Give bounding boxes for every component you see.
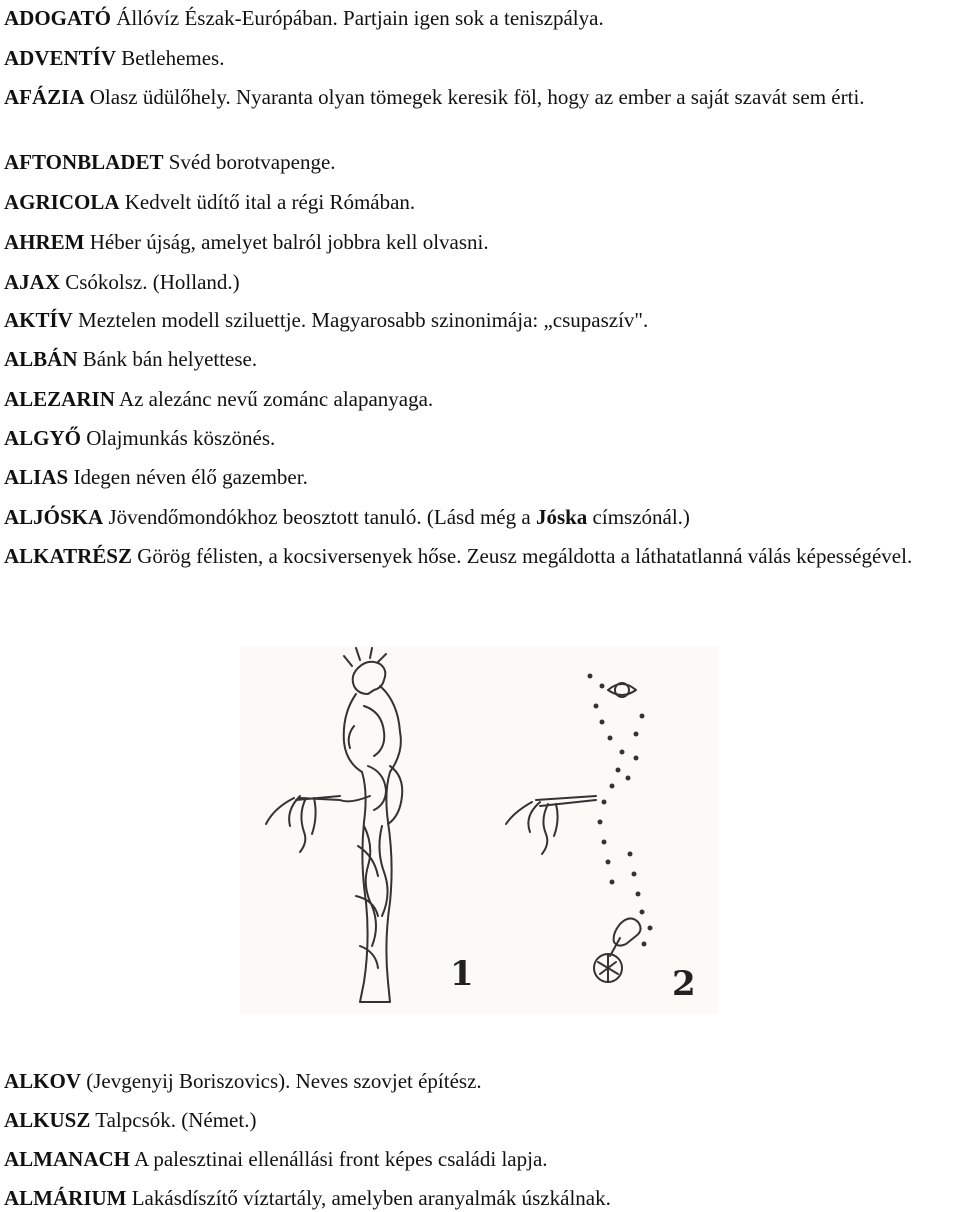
entry-ahrem <box>4 228 956 256</box>
entry-headword: AKTÍV <box>4 308 73 332</box>
entry-definition: Talpcsók. (Német.) <box>90 1108 257 1132</box>
entry-alban <box>4 345 956 373</box>
entry-headword: ALKOV <box>4 1069 82 1093</box>
figure-label-1: 1 <box>450 954 474 994</box>
entry-headword: AGRICOLA <box>4 190 120 214</box>
entry-alkusz <box>4 1106 956 1134</box>
entry-headword: ALGYŐ <box>4 426 82 450</box>
entry-alias <box>4 463 956 491</box>
entry-headword: AJAX <box>4 270 60 294</box>
entry-definition: Meztelen modell sziluettje. Magyarosabb szinonimája: „csupaszív". <box>72 308 649 332</box>
entry-definition: Az alezánc nevű zománc alapanyaga. <box>114 387 434 411</box>
entry-aftonbladet <box>4 148 956 176</box>
entry-agricola <box>4 188 956 216</box>
entry-definition: Olasz üdülőhely. Nyaranta olyan tömegek keresik föl, hogy az ember a saját szavát sem érti. <box>84 85 865 109</box>
entry-definition: Állóvíz Észak-Európában. Partjain igen sok a teniszpálya. <box>110 6 604 30</box>
entry-definition: Betlehemes. <box>116 46 225 70</box>
entry-almanach <box>4 1145 956 1173</box>
entry-algyo <box>4 424 956 452</box>
entry-headword: ADVENTÍV <box>4 46 117 70</box>
entry-headword: ALIAS <box>4 465 69 489</box>
definition-text-after: címszónál.) <box>587 505 690 529</box>
entry-afazia <box>4 83 956 111</box>
entry-headword: AFÁZIA <box>4 85 85 109</box>
cross-reference: Jóska <box>535 505 588 529</box>
entry-definition: Olajmunkás köszönés. <box>81 426 276 450</box>
entry-definition: Görög félisten, a kocsiversenyek hőse. Zeusz megáldotta a láthatatlanná válás képességével. <box>131 544 913 568</box>
entry-almarium <box>4 1184 956 1212</box>
entry-headword: ALBÁN <box>4 347 78 371</box>
entry-alkatresz <box>4 542 956 570</box>
entry-headword: AHREM <box>4 230 85 254</box>
entry-alezarin <box>4 385 956 413</box>
entry-headword: ALJÓSKA <box>4 505 104 529</box>
entry-headword: ALMÁRIUM <box>4 1186 127 1210</box>
definition-text: Jövendőmondókhoz beosztott tanuló. (Lásd még a <box>103 505 536 529</box>
entry-alkov <box>4 1067 956 1095</box>
entry-headword: ADOGATÓ <box>4 6 111 30</box>
entry-headword: ALKUSZ <box>4 1108 91 1132</box>
entry-definition: (Jevgenyij Boriszovics). Neves szovjet építész. <box>81 1069 482 1093</box>
entry-definition: Bánk bán helyettese. <box>77 347 258 371</box>
entry-definition: Lakásdíszítő víztartály, amelyben aranyalmák úszkálnak. <box>126 1186 611 1210</box>
entry-headword: ALMANACH <box>4 1147 130 1171</box>
figure-label-2: 2 <box>672 964 696 1004</box>
entry-aktiv <box>4 306 956 334</box>
entry-headword: AFTONBLADET <box>4 150 164 174</box>
entry-aljoska <box>4 503 956 531</box>
entry-definition: Kedvelt üdítő ital a régi Rómában. <box>119 190 416 214</box>
entry-definition: Héber újság, amelyet balról jobbra kell olvasni. <box>84 230 489 254</box>
entry-definition: Csókolsz. (Holland.) <box>60 270 240 294</box>
entry-headword: ALEZARIN <box>4 387 115 411</box>
illustration <box>240 646 718 1014</box>
entry-definition: A palesztinai ellenállási front képes családi lapja. <box>130 1147 548 1171</box>
entry-headword: ALKATRÉSZ <box>4 544 132 568</box>
entry-definition: Idegen néven élő gazember. <box>68 465 308 489</box>
entry-adogato <box>4 4 956 32</box>
entry-definition: Svéd borotvapenge. <box>163 150 336 174</box>
entry-ajax <box>4 268 956 296</box>
entry-adventiv <box>4 44 956 72</box>
entry-definition <box>103 505 690 529</box>
figure-drawing <box>240 646 718 1014</box>
